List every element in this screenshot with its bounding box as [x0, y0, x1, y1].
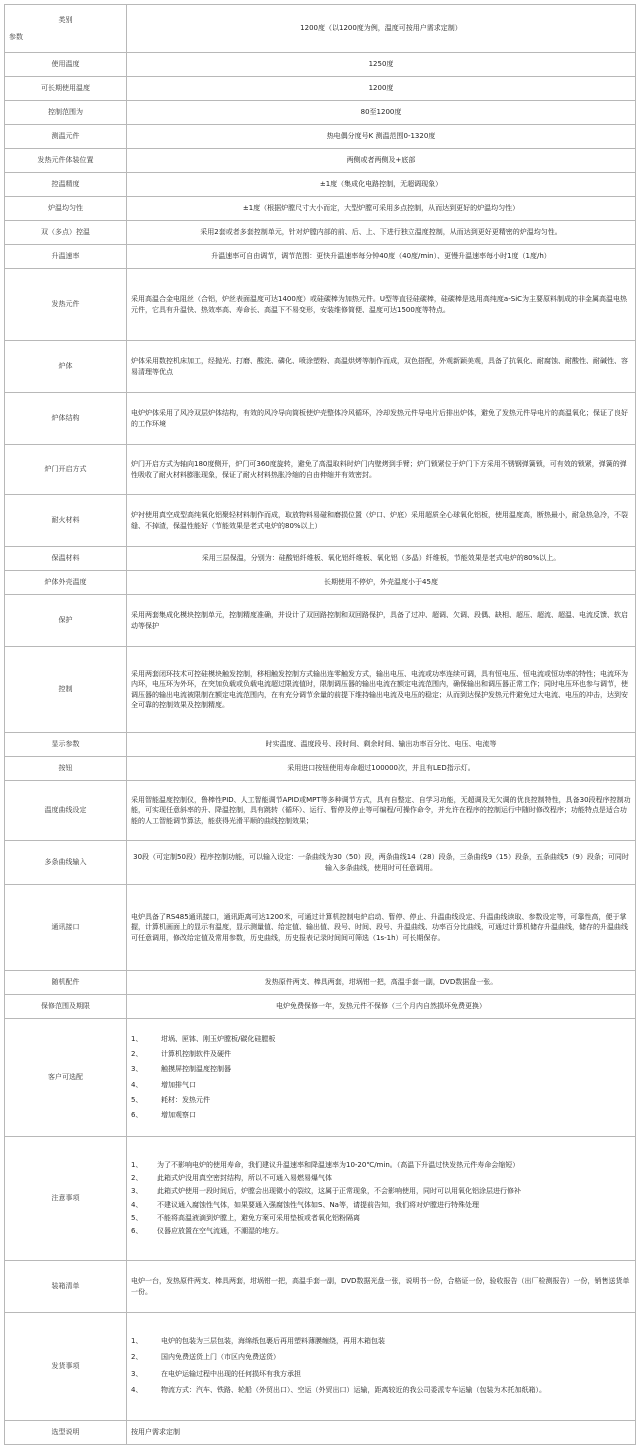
row-value: 炉体采用数控机床加工，经抛光、打磨、酸洗、磷化、喷涂塑粉、高温烘烤等制作而成，双色搭配，外观新颖美观，具备了抗氧化、耐腐蚀、耐酸性、耐碱性、容易清理等优点 [127, 341, 636, 393]
options-list [131, 1034, 631, 1120]
list-item [131, 1160, 631, 1170]
table-row [5, 197, 636, 221]
row-value: ±1度（集成化电路控制，无超调现象） [127, 173, 636, 197]
table-row [5, 245, 636, 269]
list-item-text: 不能将高温液滴到炉膛上，避免方案可采用垫板或者氧化铝粉隔离 [157, 1213, 360, 1222]
list-item [131, 1186, 631, 1196]
list-item [131, 1095, 631, 1105]
header-parameter-label: 参数 [9, 32, 23, 41]
packing-value: 电炉一台，发热原件两支、棒具两套，坩埚钳一把，高温手套一副，DVD数据光盘一张，说明书一份，合格证一份，验收报告（出厂检测报告）一份，销售送货单一份。 [127, 1261, 636, 1313]
row-value: 发热原件两支、棒具两套，坩埚钳一把，高温手套一副，DVD数据盘一张。 [127, 971, 636, 995]
table-row [5, 77, 636, 101]
list-item-text: 耗材：发热元件 [161, 1095, 210, 1104]
list-item-number: 1、 [131, 1035, 143, 1044]
list-item-text: 仪器应放置在空气流通，不潮湿的地方。 [157, 1226, 283, 1235]
table-row [5, 885, 636, 971]
list-item-number: 5、 [131, 1213, 143, 1222]
list-item-number: 6、 [131, 1110, 143, 1119]
table-row [5, 221, 636, 245]
row-label: 保温材料 [5, 547, 127, 571]
list-item-text: 电炉的包装为三层包装，海绵纸包裹后再用塑料薄膜缠绕，再用木箱包装 [161, 1337, 385, 1346]
table-row [5, 1137, 636, 1261]
row-value: ±1度（根据炉膛尺寸大小而定，大型炉膛可采用多点控制，从而达到更好的炉温均匀性） [127, 197, 636, 221]
list-item-number: 2、 [131, 1050, 143, 1059]
row-label: 保护 [5, 595, 127, 647]
table-row [5, 647, 636, 733]
shipping-list [131, 1336, 631, 1395]
row-label: 保修范围及期限 [5, 995, 127, 1019]
row-value: 采用三层保温，分别为：硅酸铝纤维板、氧化铝纤维板、氧化铝（多晶）纤维板，节能效果是老式电炉的80%以上。 [127, 547, 636, 571]
list-item-number: 5、 [131, 1095, 143, 1104]
list-item-number: 3、 [131, 1369, 143, 1378]
list-item-number: 2、 [131, 1353, 143, 1362]
row-label: 升温速率 [5, 245, 127, 269]
list-item [131, 1385, 631, 1395]
options-cell [127, 1019, 636, 1137]
table-row [5, 495, 636, 547]
row-label: 炉体 [5, 341, 127, 393]
list-item-text: 不建议通入腐蚀性气体，如果要通入强腐蚀性气体如S、Na等，请提前告知，我们将对炉膛进行特殊处理 [157, 1200, 479, 1209]
table-row [5, 173, 636, 197]
list-item-text: 物流方式：汽车、铁路、轮船（外贸出口）、空运（外贸出口）运输，距离较近的我公司委派专车运输（包装为木托加纸箱）。 [161, 1385, 546, 1394]
row-value: 两侧或者两侧及+底部 [127, 149, 636, 173]
row-value: 1200度 [127, 77, 636, 101]
list-item-text: 坩埚、匣钵、刚玉炉膛板/碳化硅膛板 [161, 1035, 276, 1044]
list-item-text: 为了不影响电炉的使用寿命，我们建议升温速率和降温速率为10-20℃/min。（高温下升温过快发热元件寿命会缩短） [157, 1161, 520, 1170]
list-item-number: 6、 [131, 1226, 143, 1235]
table-row [5, 757, 636, 781]
header-label-cell [5, 5, 127, 53]
list-item-number: 4、 [131, 1080, 143, 1089]
table-row [5, 1019, 636, 1137]
table-row [5, 571, 636, 595]
row-label: 随机配件 [5, 971, 127, 995]
row-value: 80至1200度 [127, 101, 636, 125]
table-row [5, 547, 636, 571]
row-value: 热电偶分度号K 测温范围0-1320度 [127, 125, 636, 149]
notes-list [131, 1160, 631, 1236]
header-category-label: 类别 [58, 16, 73, 25]
row-value: 采用高温合金电阻丝（合铝，炉丝表面温度可达1400度）或硅碳棒为加热元件。U型等直径硅碳棒，硅碳棒是选用高纯度a-SiC为主要原料制成的非金属高温电热元件，它具有升温快、热效率高、寿命长、高温下不易变形，安装维修简便、温度可达1500度等特点。 [127, 269, 636, 341]
row-label: 控制 [5, 647, 127, 733]
row-value: 时实温度、温度段号、段时间、剩余时间、输出功率百分比、电压、电流等 [127, 733, 636, 757]
table-row [5, 393, 636, 445]
row-label: 使用温度 [5, 53, 127, 77]
table-row [5, 995, 636, 1019]
row-label: 多条曲线输入 [5, 841, 127, 885]
list-item-number: 1、 [131, 1161, 143, 1170]
list-item-number: 2、 [131, 1174, 143, 1183]
notes-cell [127, 1137, 636, 1261]
row-value: 采用智能温度控制仪，鲁棒性PID、人工智能调节APID或MPT等多种调节方式，具有自整定、自学习功能，无超调及无欠调的优良控制特性，具备30段程序控制功能，可实现任意斜率的升、降温控制，具有跳转（循环）、运行、暂停及停止等可编程/可操作命令，并允许在程序的控制运行中随时修改程序；功能特点是适合功能的人工智能调节算法，能获得光滑平顺的曲线控制效果； [127, 781, 636, 841]
list-item-text: 增加观察口 [161, 1110, 196, 1119]
row-label: 炉体结构 [5, 393, 127, 445]
list-item [131, 1110, 631, 1120]
list-item [131, 1226, 631, 1236]
row-value: 1250度 [127, 53, 636, 77]
table-row [5, 53, 636, 77]
row-label: 显示参数 [5, 733, 127, 757]
table-row [5, 341, 636, 393]
row-label: 温度曲线设定 [5, 781, 127, 841]
list-item-text: 触摸屏控制温度控制器 [161, 1065, 231, 1074]
shipping-label: 发货事项 [5, 1313, 127, 1421]
table-row [5, 841, 636, 885]
row-label: 可长期使用温度 [5, 77, 127, 101]
list-item-number: 4、 [131, 1200, 143, 1209]
row-label: 按钮 [5, 757, 127, 781]
shipping-cell [127, 1313, 636, 1421]
notes-label: 注意事项 [5, 1137, 127, 1261]
row-value: 30段（可定制50段）程序控制功能，可以输入设定：一条曲线为30（50）段，两条曲线14（28）段条，三条曲线9（15）段条，五条曲线5（9）段条；可同时输入多条曲线，使用时可任意调用。 [127, 841, 636, 885]
row-value: 电炉炉体采用了风冷双层炉体结构，有效的风冷导向筒板使炉壳整体冷风循环，冷却发热元件导电片后排出炉体，避免了发热元件导电片的高温氧化；保证了良好的工作环境 [127, 393, 636, 445]
row-label: 炉温均匀性 [5, 197, 127, 221]
table-row [5, 733, 636, 757]
row-value: 采用进口按钮使用寿命超过100000次，并且有LED指示灯。 [127, 757, 636, 781]
list-item [131, 1049, 631, 1059]
row-label: 通讯接口 [5, 885, 127, 971]
row-value: 采用两套闭环技术可控硅模块触发控制，移相触发控制方式输出连零触发方式，输出电压、电流或功率连续可调，具有恒电压、恒电流或恒功率的特性；电流环为内环，电压环为外环，在突加负载或负载电流超过限流值时，限制调压器的输出电流在额定电流范围内，确保输出和调压器正常工作；同时电压环也参与调节，使调压器的输出电流被限制在额定电流范围内，在有充分调节余量的前提下维持输出电流及电压的稳定；从而到达保护发热元件避免过大电流、电压的冲击，达到安全可靠的控制效果及控制精度。 [127, 647, 636, 733]
row-label: 耐火材料 [5, 495, 127, 547]
row-value: 炉门开启方式为轴向180度侧开，炉门可360度旋转，避免了高温取料时炉门内壁烤到手臂；炉门锁紧位于炉门下方采用不锈钢弹簧锁，可有效的锁紧，弹簧的弹性吸收了耐火材料膨胀现象，保证了耐火材料热胀冷缩的自由伸缩并有效密封。 [127, 445, 636, 495]
row-label: 测温元件 [5, 125, 127, 149]
list-item-text: 增加排气口 [161, 1080, 196, 1089]
table-row [5, 5, 636, 53]
table-row [5, 595, 636, 647]
table-row [5, 781, 636, 841]
list-item [131, 1352, 631, 1362]
list-item-number: 3、 [131, 1187, 143, 1196]
table-row [5, 101, 636, 125]
row-label: 控温精度 [5, 173, 127, 197]
list-item-number: 4、 [131, 1385, 143, 1394]
row-label: 发热元件 [5, 269, 127, 341]
table-row [5, 1261, 636, 1313]
row-value: 升温速率可自由调节，调节范围：更快升温速率每分钟40度（40度/min）、更慢升温速率每小时1度（1度/h） [127, 245, 636, 269]
list-item [131, 1200, 631, 1210]
list-item-number: 1、 [131, 1337, 143, 1346]
row-value: 采用两套集成化模块控制单元，控制精度准确，并设计了双回路控制和双回路保护，具备了过冲、超调、欠调、段偶、缺相、超压、超流、超温、电流反馈、软启动等保护 [127, 595, 636, 647]
row-label: 双（多点）控温 [5, 221, 127, 245]
list-item-text: 国内免费送货上门（市区内免费送货） [161, 1353, 280, 1362]
row-label: 发热元件体装位置 [5, 149, 127, 173]
list-item [131, 1369, 631, 1379]
row-value: 采用2套或者多套控制单元，针对炉膛内部的前、后、上、下进行独立温度控制，从而达到更好更精密的炉温均匀性。 [127, 221, 636, 245]
list-item [131, 1034, 631, 1044]
table-row [5, 149, 636, 173]
packing-label: 装箱清单 [5, 1261, 127, 1313]
row-value: 长期使用不停炉，外壳温度小于45度 [127, 571, 636, 595]
list-item [131, 1080, 631, 1090]
list-item-text: 此箱式炉没用真空密封结构，所以不可通入易燃易爆气体 [157, 1174, 332, 1183]
table-row [5, 269, 636, 341]
table-row [5, 1421, 636, 1445]
list-item [131, 1173, 631, 1183]
list-item [131, 1213, 631, 1223]
list-item-text: 此箱式炉使用一段时间后，炉膛会出现微小的裂纹，这属于正常现象，不会影响使用，同时可以用氧化铝涂层进行修补 [157, 1187, 521, 1196]
row-value: 炉衬使用真空成型高纯氧化铝聚轻材料制作而成，取放物料易碰和磨损位置（炉口、炉底）采用超质全心球氧化铝板，使用温度高，断热最小，耐急热急冷，不裂缝、不掉渣，保温性能好（节能效果是老式电炉的80%以上） [127, 495, 636, 547]
selection-label: 选型说明 [5, 1421, 127, 1445]
list-item-number: 3、 [131, 1065, 143, 1074]
table-row [5, 971, 636, 995]
header-value: 1200度（以1200度为例，温度可按用户需求定制） [127, 5, 636, 53]
selection-value: 按用户需求定制 [127, 1421, 636, 1445]
spec-table [4, 4, 636, 1445]
list-item [131, 1336, 631, 1346]
row-value: 电炉具备了RS485通讯接口，通讯距离可达1200米，可通过计算机控制电炉启动、暂停、停止、升温曲线设定、升温曲线读取、参数设定等，可靠性高，便于掌握，计算机画面上的显示有温度，显示测量值、给定值、输出值、段号、时间、段号、升温曲线、功率百分比曲线，可通过计算机储存升温曲线，储存的升温曲线可任意调用，修改给定值及常用参数，历史曲线，历史报表记录时间间可筛选（1s-1h）可长期保存。 [127, 885, 636, 971]
list-item-text: 在电炉运输过程中出现的任何损坏有我方承担 [161, 1369, 301, 1378]
options-label: 客户可选配 [5, 1019, 127, 1137]
list-item [131, 1064, 631, 1074]
row-value: 电炉免费保修一年，发热元件不保修（三个月内自然损坏免费更换） [127, 995, 636, 1019]
row-label: 炉体外壳温度 [5, 571, 127, 595]
row-label: 炉门开启方式 [5, 445, 127, 495]
table-row [5, 125, 636, 149]
row-label: 控制范围为 [5, 101, 127, 125]
list-item-text: 计算机控制软件及硬件 [161, 1050, 231, 1059]
table-row [5, 445, 636, 495]
table-row [5, 1313, 636, 1421]
